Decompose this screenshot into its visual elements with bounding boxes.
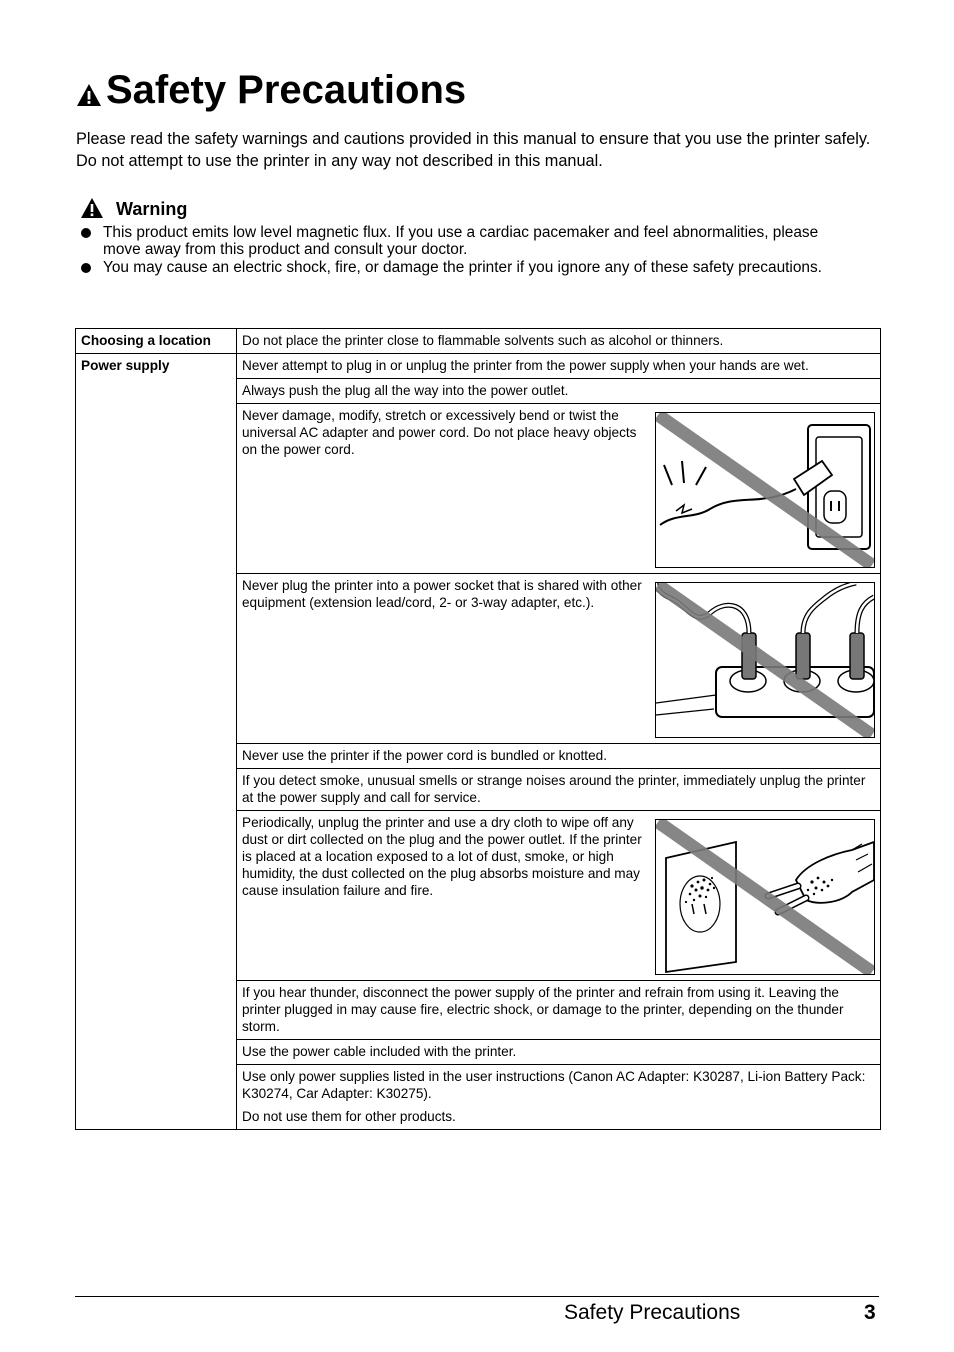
page-number: 3 — [864, 1301, 876, 1324]
page-title — [76, 66, 466, 116]
table-row — [76, 354, 881, 379]
warning-triangle-icon — [76, 70, 102, 118]
precaution-cell: Never attempt to plug in or unplug the printer from the power supply when your hands are wet. — [237, 354, 881, 379]
safety-table — [75, 328, 881, 1130]
category-cell: Choosing a location — [76, 329, 237, 354]
damaged-cord-illustration — [655, 412, 875, 568]
bullet-icon — [81, 228, 91, 238]
dusty-plug-illustration — [655, 819, 875, 975]
intro-paragraph: Please read the safety warnings and cautions provided in this manual to ensure that you use the printer safely. Do not attempt to use the printer in any way not described in this manual. — [76, 130, 871, 170]
shared-socket-illustration — [655, 582, 875, 738]
precaution-cell: Always push the plug all the way into the power outlet. — [237, 379, 881, 404]
precaution-cell: Do not place the printer close to flammable solvents such as alcohol or thinners. — [237, 329, 881, 354]
category-cell: Power supply — [76, 354, 237, 1130]
precaution-cell: Never plug the printer into a power socket that is shared with other equipment (extension lead/cord, 2- or 3-way adapter, etc.). — [237, 574, 881, 744]
precaution-cell: Use the power cable included with the printer. — [237, 1040, 881, 1065]
footer-section-title: Safety Precautions — [564, 1301, 741, 1324]
precaution-cell: If you detect smoke, unusual smells or strange noises around the printer, immediately unplug the printer at the power supply and call for service. — [237, 769, 881, 811]
precaution-cell: Periodically, unplug the printer and use a dry cloth to wipe off any dust or dirt collected on the plug and the power outlet. If the printer is placed at a location exposed to a lot of dust, smoke, or high humidity, the dust collected on the plug absorbs moisture and may cause insulation failure and fire. — [237, 811, 881, 981]
warning-item: This product emits low level magnetic flux. If you use a cardiac pacemaker and feel abnormalities, please move away from this product and consult your doctor. — [80, 224, 860, 258]
warning-list — [80, 224, 860, 277]
warning-item: You may cause an electric shock, fire, or damage the printer if you ignore any of these safety precautions. — [80, 259, 860, 276]
precaution-cell: Never damage, modify, stretch or excessively bend or twist the universal AC adapter and power cord. Do not place heavy objects on the power cord. — [237, 404, 881, 574]
warning-triangle-icon — [80, 197, 104, 219]
precaution-cell: Use only power supplies listed in the user instructions (Canon AC Adapter: K30287, Li-ion Battery Pack: K30274, Car Adapter: K30275). Do not use them for other products. — [237, 1065, 881, 1130]
warning-heading — [80, 197, 187, 221]
footer-divider — [75, 1296, 879, 1297]
precaution-cell: Never use the printer if the power cord is bundled or knotted. — [237, 744, 881, 769]
table-row — [76, 329, 881, 354]
warning-heading-text: Warning — [116, 199, 188, 219]
precaution-cell: If you hear thunder, disconnect the power supply of the printer and refrain from using it. Leaving the printer plugged in may cause fire, electric shock, or damage to the printer, depending on the thunder storm. — [237, 981, 881, 1040]
page-title-text: Safety Precautions — [106, 68, 467, 112]
bullet-icon — [81, 263, 91, 273]
